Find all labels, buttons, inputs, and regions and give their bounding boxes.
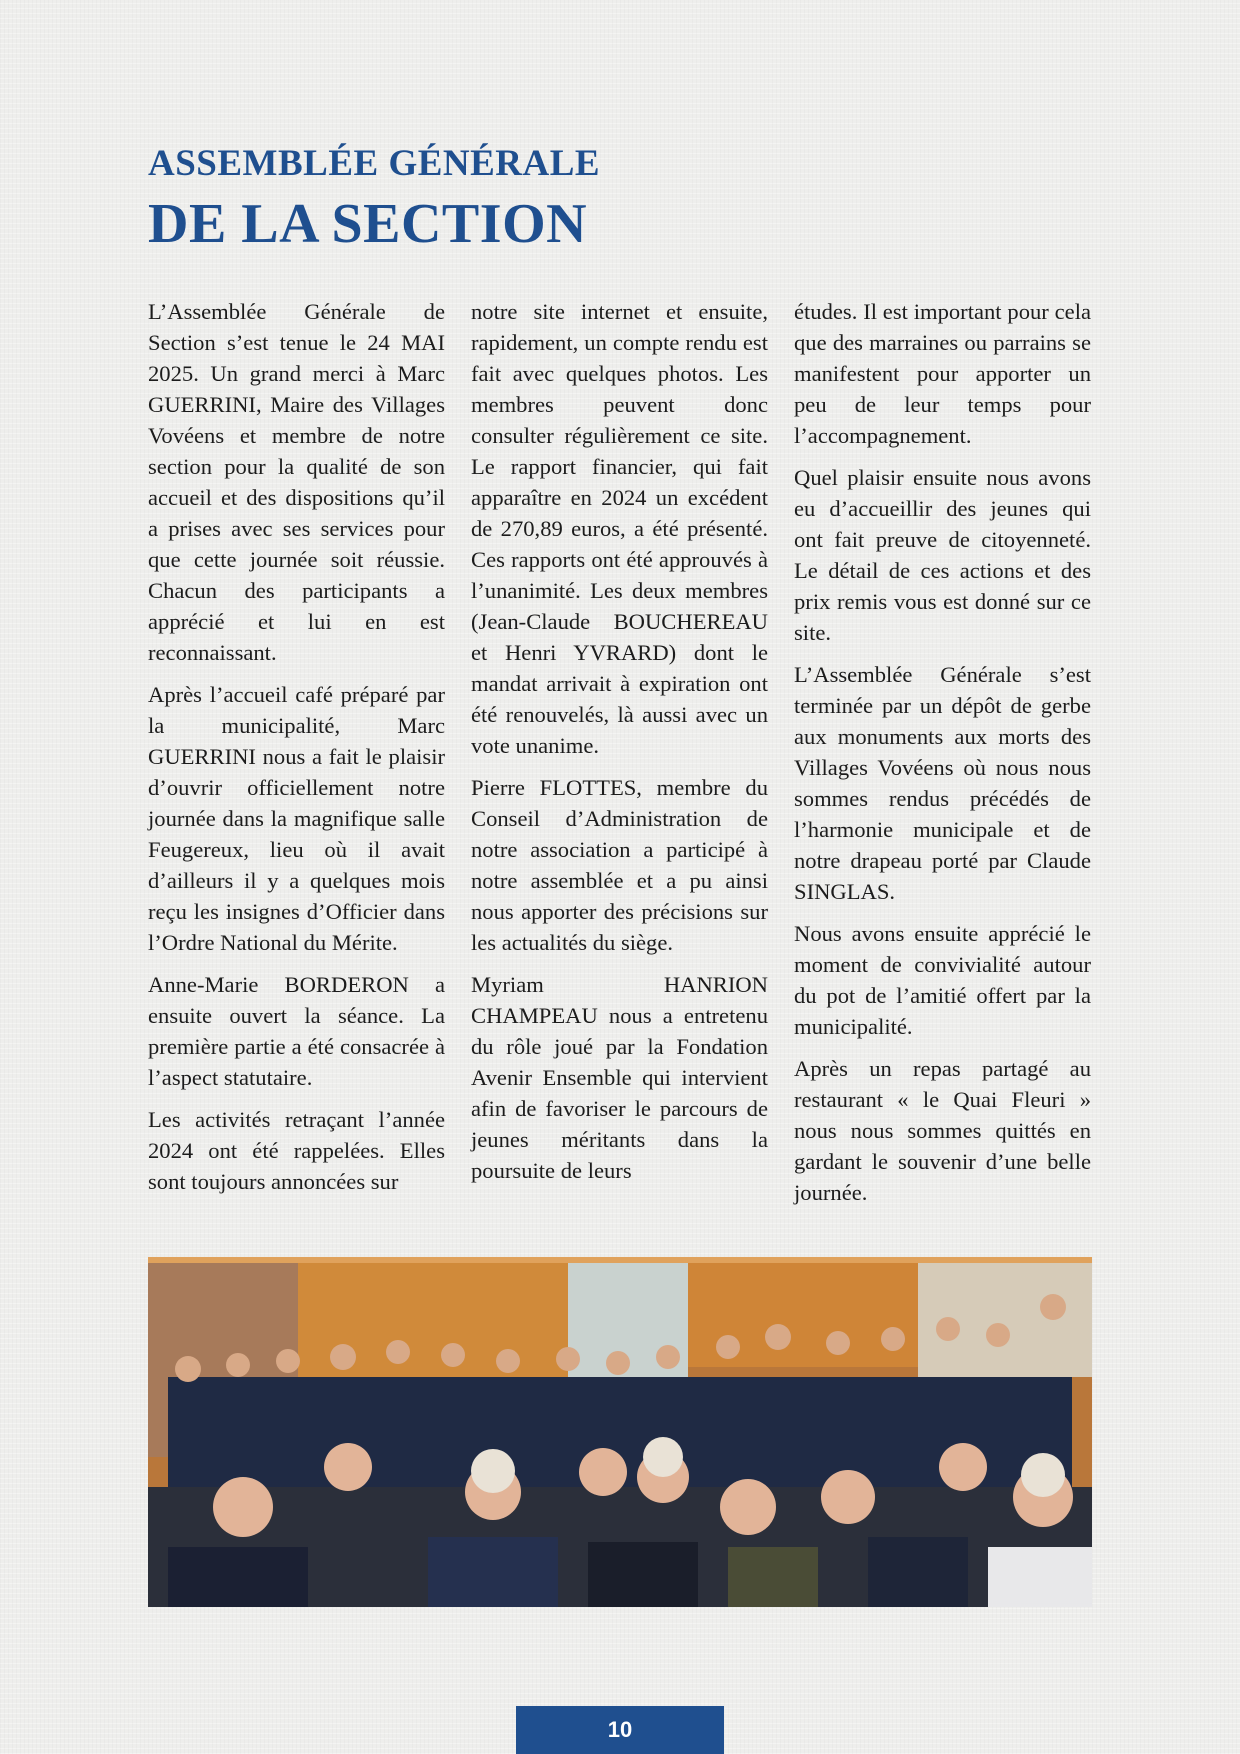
article-column-3 (794, 296, 1091, 1219)
paragraph: notre site internet et ensuite, rapidement, un compte rendu est fait avec quelques photos. Les membres peuvent donc consulter régulièrement ce site. Le rapport financier, qui fait apparaître en 2024 un excédent de 270,89 euros, a été présenté. Ces rapports ont été approuvés à l’unanimité. Les deux membres (Jean-Claude BOUCHEREAU et Henri YVRARD) dont le mandat arrivait à expiration ont été renouvelés, là aussi avec un vote unanime. (471, 299, 768, 758)
paragraph: Après l’accueil café préparé par la municipalité, Marc GUERRINI nous a fait le plaisir d’ouvrir officiellement notre journée dans la magnifique salle Feugereux, lieu où il avait d’ailleurs il y a quelques mois reçu les insignes d’Officier dans l’Ordre National du Mérite. (148, 682, 445, 955)
paragraph: L’Assemblée Générale de Section s’est tenue le 24 MAI 2025. Un grand merci à Marc GUERRINI, Maire des Villages Vovéens et membre de notre section pour la qualité de son accueil et des dispositions qu’il a prises avec ses services pour que cette journée soit réussie. Chacun des participants a apprécié et lui en est reconnaissant. (148, 299, 445, 665)
assembly-photo (148, 1257, 1092, 1607)
paragraph: Après un repas partagé au restaurant « le Quai Fleuri » nous nous sommes quittés en gardant le souvenir d’une belle journée. (794, 1056, 1091, 1205)
article-column-1 (148, 296, 445, 1208)
paragraph: études. Il est important pour cela que des marraines ou parrains se manifestent pour apporter un peu de leur temps pour l’accompagnement. (794, 299, 1091, 448)
title-line-2: DE LA SECTION (148, 193, 588, 255)
paragraph: Pierre FLOTTES, membre du Conseil d’Administration de notre association a participé à notre assemblée et a pu ainsi nous apporter des précisions sur les actualités du siège. (471, 775, 768, 955)
article-column-2 (471, 296, 768, 1197)
title-line-1: ASSEMBLÉE GÉNÉRALE (148, 143, 601, 184)
paragraph: Anne-Marie BORDERON a ensuite ouvert la séance. La première partie a été consacrée à l’aspect statutaire. (148, 972, 445, 1090)
paragraph: Nous avons ensuite apprécié le moment de convivialité autour du pot de l’amitié offert par la municipalité. (794, 921, 1091, 1039)
paragraph: Quel plaisir ensuite nous avons eu d’accueillir des jeunes qui ont fait preuve de citoyenneté. Le détail de ces actions et des prix remis vous est donné sur ce site. (794, 465, 1091, 645)
page-number-badge: 10 (516, 1706, 724, 1754)
paragraph: L’Assemblée Générale s’est terminée par un dépôt de gerbe aux monuments aux morts des Villages Vovéens où nous nous sommes rendus précédés de l’harmonie municipale et de notre drapeau porté par Claude SINGLAS. (794, 662, 1091, 904)
paragraph: Myriam HANRION CHAMPEAU nous a entretenu du rôle joué par la Fondation Avenir Ensemble qui intervient afin de favoriser le parcours de jeunes méritants dans la poursuite de leurs (471, 972, 768, 1183)
paragraph: Les activités retraçant l’année 2024 ont été rappelées. Elles sont toujours annoncées sur (148, 1107, 445, 1194)
